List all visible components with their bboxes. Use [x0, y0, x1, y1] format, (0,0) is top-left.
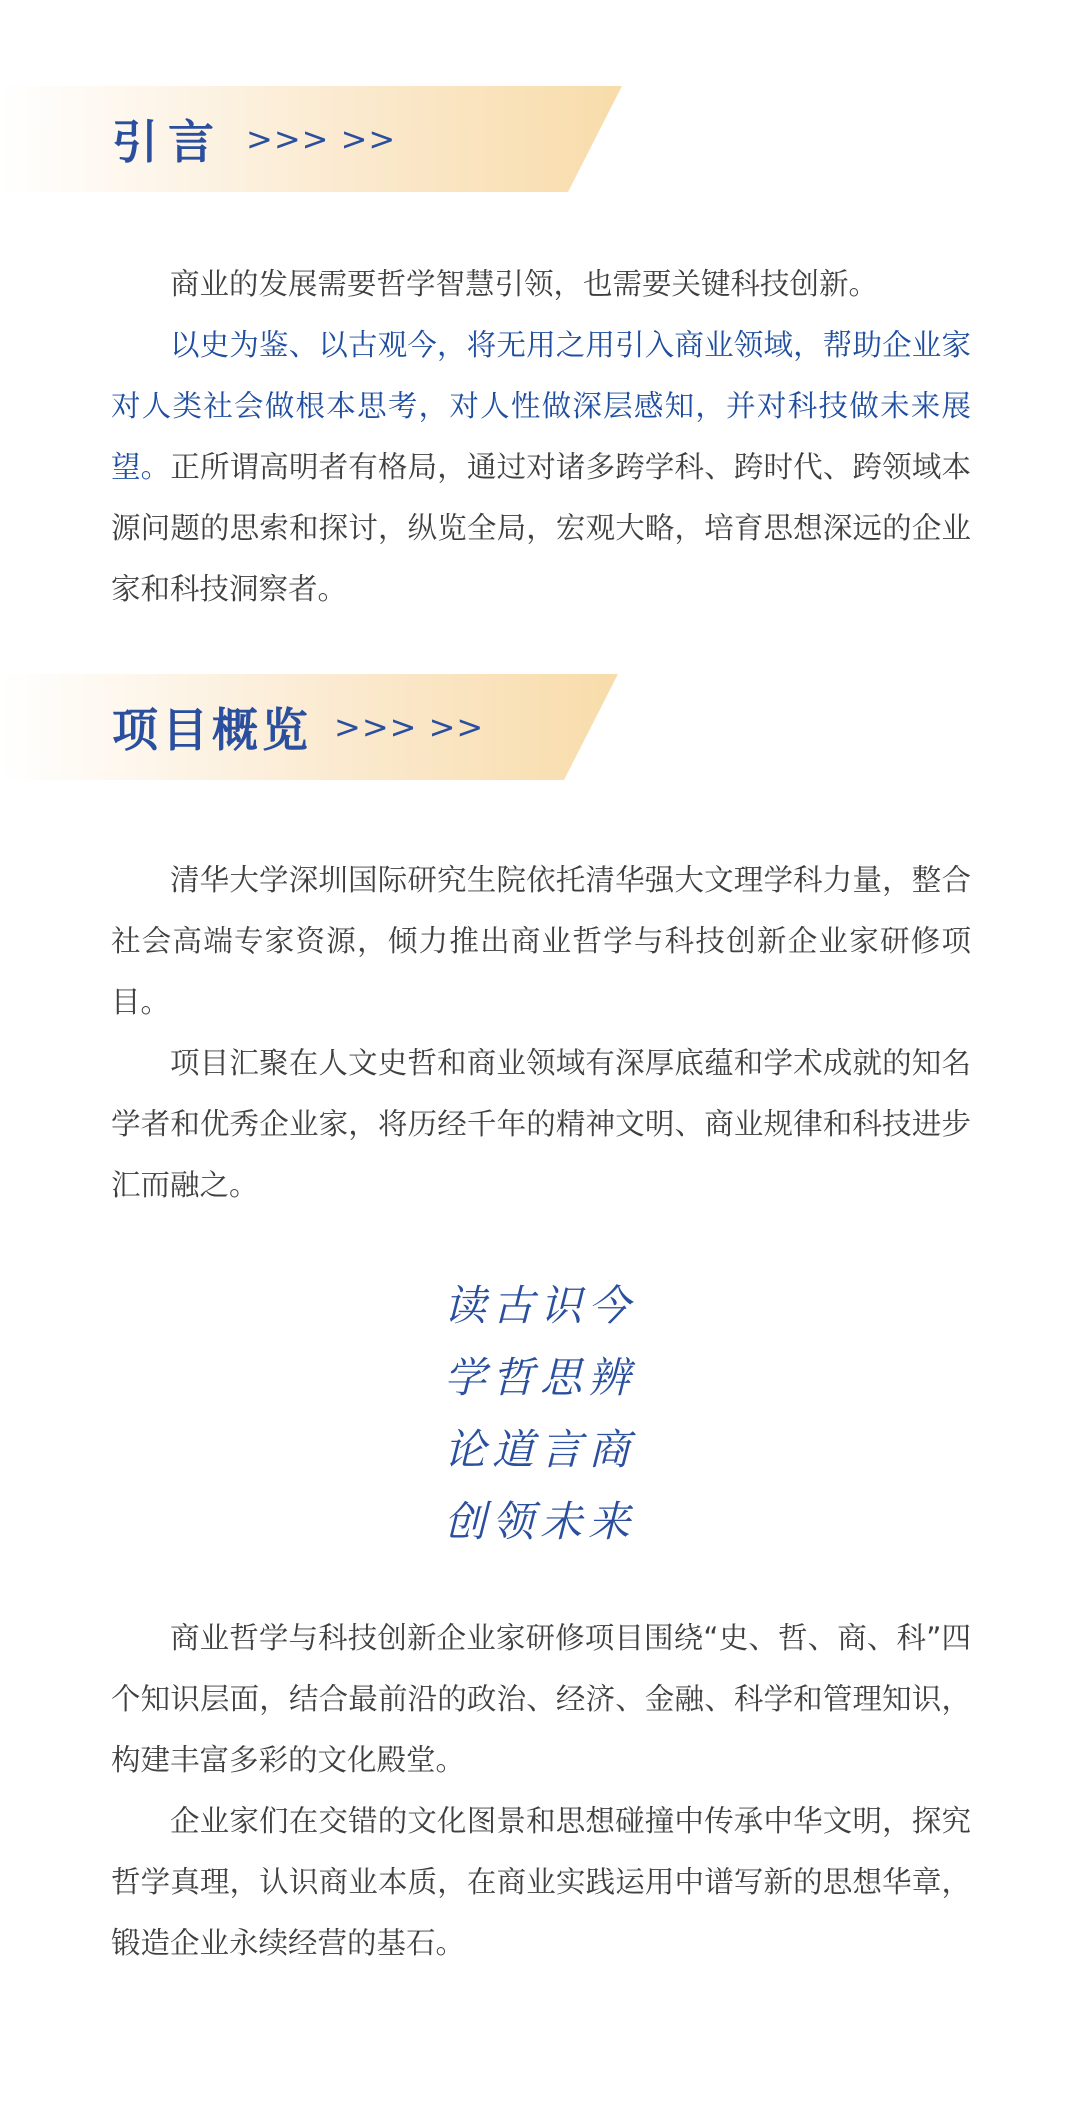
intro-paragraph-1: 商业的发展需要哲学智慧引领，也需要关键科技创新。 [170, 267, 879, 301]
section-title-text: 引言 [112, 115, 224, 169]
overview-paragraph-1: 清华大学深圳国际研究生院依托清华强大文理学科力量，整合社会高端专家资源，倾力推出商业哲学与科技创新企业家研修项目。 [111, 863, 971, 1019]
overview-paragraph-3: 商业哲学与科技创新企业家研修项目围绕“史、哲、商、科”四个知识层面，结合最前沿的政治、经济、金融、科学和管理知识，构建丰富多彩的文化殿堂。 [111, 1621, 971, 1777]
section-banner-overview [0, 674, 640, 780]
motto-line-4: 创领未来 [443, 1497, 636, 1546]
overview-paragraph-2: 项目汇聚在人文史哲和商业领域有深厚底蕴和学术成就的知名学者和优秀企业家，将历经千年的精神文明、商业规律和科技进步汇而融之。 [111, 1046, 971, 1202]
intro-rest: 正所谓高明者有格局，通过对诸多跨学科、跨时代、跨领域本源问题的思索和探讨，纵览全局，宏观大略，培育思想深远的企业家和科技洞察者。 [111, 450, 971, 606]
intro-highlight: 以史为鉴、以古观今，将无用之用引入商业领域，帮助企业家对人类社会做根本思考，对人性做深层感知，并对科技做未来展望。 [111, 328, 971, 484]
section-title-text: 项目概览 [112, 703, 312, 757]
arrows-decoration: >>> >> [334, 708, 485, 746]
section-title-overview [112, 692, 484, 762]
section-title-intro [112, 104, 396, 174]
overview-paragraph-4: 企业家们在交错的文化图景和思想碰撞中传承中华文明，探究哲学真理，认识商业本质，在商业实践运用中谱写新的思想华章，锻造企业永续经营的基石。 [111, 1804, 971, 1960]
motto-line-3: 论道言商 [443, 1425, 636, 1474]
intro-paragraph-2 [111, 315, 971, 620]
motto-line-2: 学哲思辨 [443, 1353, 636, 1402]
arrows-decoration: >>> >> [246, 120, 397, 158]
section-banner-intro [0, 86, 640, 192]
motto-line-1: 读古识今 [443, 1281, 636, 1330]
